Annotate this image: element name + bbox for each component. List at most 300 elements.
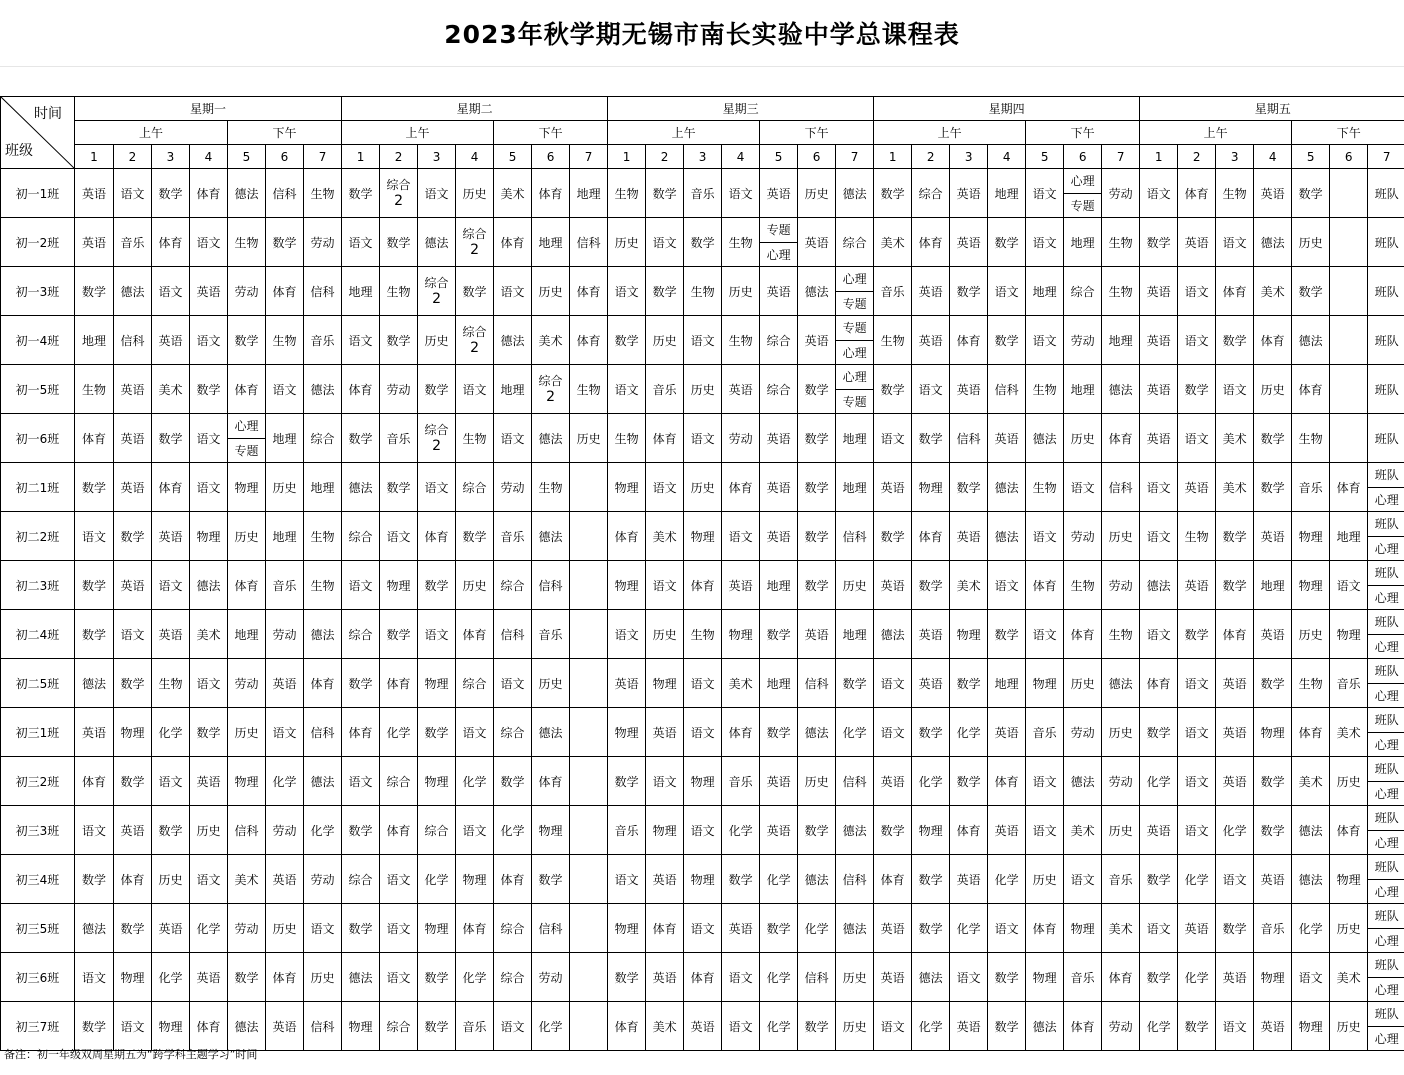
lesson-cell: 数学 — [798, 463, 836, 512]
lesson-cell: 体育 — [152, 463, 190, 512]
lesson-cell: 德法 — [1254, 218, 1292, 267]
lesson-cell: 化学 — [722, 806, 760, 855]
lesson-cell: 信科 — [798, 953, 836, 1002]
lesson-cell: 班队 — [1368, 218, 1404, 267]
period-header: 6 — [1064, 145, 1102, 169]
lesson-cell: 德法 — [836, 169, 874, 218]
class-row — [1, 610, 1404, 659]
lesson-cell: 信科 — [266, 169, 304, 218]
lesson-cell: 德法 — [1292, 316, 1330, 365]
lesson-cell: 语文 — [190, 316, 228, 365]
lesson-cell: 化学 — [494, 806, 532, 855]
lesson-cell: 数学 — [418, 953, 456, 1002]
lesson-cell: 数学 — [418, 708, 456, 757]
lesson-cell: 综合 — [342, 512, 380, 561]
lesson-cell: 数学 — [608, 316, 646, 365]
lesson-cell: 语文 — [608, 855, 646, 904]
lesson-cell: 英语 — [266, 659, 304, 708]
lesson-cell: 历史 — [266, 463, 304, 512]
lesson-cell: 物理 — [1292, 512, 1330, 561]
lesson-cell: 体育 — [532, 757, 570, 806]
lesson-half: 心理 — [1368, 487, 1404, 512]
lesson-cell: 英语 — [760, 806, 798, 855]
lesson-cell: 数学 — [75, 855, 114, 904]
lesson-cell: 音乐 — [646, 365, 684, 414]
lesson-cell: 音乐 — [494, 512, 532, 561]
lesson-cell: 体育 — [228, 365, 266, 414]
lesson-cell: 物理 — [1026, 659, 1064, 708]
lesson-cell: 信科 — [570, 218, 608, 267]
lesson-cell: 体育 — [456, 904, 494, 953]
lesson-cell: 综合 — [304, 414, 342, 463]
lesson-cell: 数学 — [1254, 806, 1292, 855]
lesson-cell: 语文 — [684, 659, 722, 708]
lesson-cell — [570, 806, 608, 855]
lesson-cell: 数学 — [912, 414, 950, 463]
lesson-cell: 综合 2 — [456, 218, 494, 267]
lesson-cell: 数学 — [950, 757, 988, 806]
lesson-cell: 美术 — [1102, 904, 1140, 953]
lesson-cell: 英语 — [75, 708, 114, 757]
lesson-cell: 历史 — [1102, 708, 1140, 757]
lesson-half: 心理 — [842, 370, 867, 385]
lesson-cell: 数学 — [1254, 659, 1292, 708]
lesson-cell: 生物 — [684, 610, 722, 659]
lesson-half: 专题 — [836, 291, 873, 316]
lesson-cell: 班队 — [1368, 267, 1404, 316]
class-name: 初一4班 — [1, 316, 75, 365]
lesson-half: 班队 — [1374, 811, 1399, 826]
lesson-cell: 生物 — [608, 169, 646, 218]
period-header: 7 — [836, 145, 874, 169]
lesson-cell — [1368, 561, 1404, 610]
lesson-cell: 英语 — [1140, 414, 1178, 463]
lesson-cell: 英语 — [798, 316, 836, 365]
lesson-cell: 体育 — [304, 659, 342, 708]
lesson-cell: 数学 — [152, 414, 190, 463]
lesson-cell: 地理 — [342, 267, 380, 316]
lesson-cell: 英语 — [988, 414, 1026, 463]
lesson-cell — [570, 855, 608, 904]
lesson-cell: 体育 — [950, 316, 988, 365]
class-name: 初三4班 — [1, 855, 75, 904]
lesson-cell: 班队 — [1368, 414, 1404, 463]
lesson-cell: 地理 — [494, 365, 532, 414]
lesson-cell: 数学 — [456, 512, 494, 561]
lesson-cell — [1368, 757, 1404, 806]
lesson-cell: 数学 — [494, 757, 532, 806]
lesson-cell: 德法 — [988, 463, 1026, 512]
lesson-cell: 语文 — [190, 659, 228, 708]
period-header: 6 — [798, 145, 836, 169]
lesson-cell: 体育 — [1102, 953, 1140, 1002]
lesson-cell: 历史 — [1254, 365, 1292, 414]
am-header: 上午 — [1140, 121, 1292, 145]
lesson-cell: 美术 — [1254, 267, 1292, 316]
lesson-cell: 数学 — [836, 659, 874, 708]
lesson-cell: 体育 — [266, 953, 304, 1002]
class-name: 初三6班 — [1, 953, 75, 1002]
period-header: 1 — [75, 145, 114, 169]
lesson-cell: 语文 — [190, 855, 228, 904]
lesson-cell: 数学 — [1292, 169, 1330, 218]
lesson-cell: 德法 — [1292, 806, 1330, 855]
lesson-cell: 历史 — [646, 316, 684, 365]
period-header: 6 — [532, 145, 570, 169]
lesson-cell — [760, 218, 798, 267]
lesson-cell: 音乐 — [684, 169, 722, 218]
lesson-cell: 历史 — [532, 267, 570, 316]
lesson-cell: 数学 — [798, 806, 836, 855]
lesson-cell: 劳动 — [1064, 708, 1102, 757]
period-header: 1 — [874, 145, 912, 169]
lesson-cell: 体育 — [1216, 267, 1254, 316]
class-row — [1, 708, 1404, 757]
lesson-cell: 历史 — [1026, 855, 1064, 904]
lesson-cell: 语文 — [494, 659, 532, 708]
lesson-cell: 物理 — [912, 463, 950, 512]
lesson-cell: 语文 — [304, 904, 342, 953]
lesson-cell: 体育 — [380, 806, 418, 855]
class-row — [1, 659, 1404, 708]
lesson-cell: 信科 — [950, 414, 988, 463]
lesson-cell: 数学 — [684, 218, 722, 267]
lesson-cell — [1368, 512, 1404, 561]
lesson-cell: 化学 — [266, 757, 304, 806]
lesson-cell: 语文 — [380, 512, 418, 561]
lesson-cell: 劳动 — [1102, 757, 1140, 806]
lesson-cell: 语文 — [722, 953, 760, 1002]
schedule-table — [0, 96, 1404, 1051]
lesson-cell: 德法 — [228, 169, 266, 218]
lesson-half: 心理 — [1368, 1026, 1404, 1051]
lesson-cell: 物理 — [418, 659, 456, 708]
lesson-cell: 语文 — [684, 414, 722, 463]
lesson-cell — [570, 953, 608, 1002]
lesson-cell — [1330, 218, 1368, 267]
lesson-cell: 历史 — [418, 316, 456, 365]
lesson-cell: 美术 — [1216, 414, 1254, 463]
lesson-cell: 数学 — [760, 708, 798, 757]
lesson-cell: 生物 — [1292, 414, 1330, 463]
lesson-cell: 地理 — [1330, 512, 1368, 561]
lesson-cell: 体育 — [1330, 463, 1368, 512]
lesson-half: 班队 — [1374, 566, 1399, 581]
lesson-cell: 美术 — [646, 512, 684, 561]
lesson-cell: 信科 — [228, 806, 266, 855]
lesson-cell: 物理 — [532, 806, 570, 855]
lesson-cell: 地理 — [1064, 365, 1102, 414]
lesson-cell: 语文 — [874, 708, 912, 757]
lesson-cell: 语文 — [114, 610, 152, 659]
lesson-cell: 劳动 — [532, 953, 570, 1002]
lesson-cell: 地理 — [836, 414, 874, 463]
lesson-half: 班队 — [1374, 615, 1399, 630]
lesson-cell: 英语 — [1178, 463, 1216, 512]
lesson-cell — [1368, 953, 1404, 1002]
lesson-cell: 语文 — [342, 218, 380, 267]
day-header: 星期四 — [874, 97, 1140, 121]
lesson-cell: 德法 — [1292, 855, 1330, 904]
lesson-cell — [570, 561, 608, 610]
lesson-cell: 数学 — [1140, 218, 1178, 267]
lesson-cell: 化学 — [1140, 757, 1178, 806]
lesson-cell — [570, 610, 608, 659]
day-header: 星期一 — [75, 97, 342, 121]
lesson-cell: 英语 — [152, 512, 190, 561]
lesson-cell: 数学 — [988, 316, 1026, 365]
lesson-cell: 体育 — [1292, 708, 1330, 757]
lesson-cell: 综合 2 — [532, 365, 570, 414]
lesson-cell: 德法 — [75, 904, 114, 953]
lesson-cell: 语文 — [342, 561, 380, 610]
lesson-cell: 数学 — [874, 365, 912, 414]
lesson-half: 专题 — [1064, 193, 1101, 218]
pm-header: 下午 — [760, 121, 874, 145]
lesson-cell: 数学 — [950, 267, 988, 316]
lesson-cell: 英语 — [1140, 267, 1178, 316]
am-header: 上午 — [874, 121, 1026, 145]
lesson-cell — [1368, 463, 1404, 512]
lesson-half: 心理 — [760, 242, 797, 267]
lesson-cell: 德法 — [798, 855, 836, 904]
lesson-cell: 物理 — [114, 708, 152, 757]
lesson-cell: 地理 — [1026, 267, 1064, 316]
lesson-cell — [570, 904, 608, 953]
lesson-cell: 数学 — [114, 757, 152, 806]
lesson-cell: 语文 — [266, 365, 304, 414]
lesson-cell: 体育 — [570, 316, 608, 365]
lesson-cell: 信科 — [836, 855, 874, 904]
lesson-cell: 语文 — [722, 512, 760, 561]
lesson-cell: 数学 — [988, 953, 1026, 1002]
lesson-cell: 音乐 — [380, 414, 418, 463]
lesson-cell: 化学 — [988, 855, 1026, 904]
period-header: 7 — [1102, 145, 1140, 169]
lesson-cell: 信科 — [304, 267, 342, 316]
lesson-cell: 综合 — [760, 365, 798, 414]
lesson-cell: 德法 — [342, 953, 380, 1002]
lesson-cell: 音乐 — [1254, 904, 1292, 953]
corner-cell — [1, 97, 75, 169]
lesson-cell: 语文 — [456, 806, 494, 855]
lesson-cell: 体育 — [722, 708, 760, 757]
lesson-cell: 英语 — [874, 757, 912, 806]
lesson-cell: 物理 — [1254, 953, 1292, 1002]
lesson-cell: 音乐 — [456, 1002, 494, 1051]
lesson-cell: 数学 — [798, 561, 836, 610]
lesson-cell — [228, 414, 266, 463]
lesson-cell: 语文 — [1178, 659, 1216, 708]
lesson-cell: 数学 — [608, 953, 646, 1002]
lesson-cell: 物理 — [456, 855, 494, 904]
lesson-cell: 地理 — [266, 414, 304, 463]
lesson-cell: 数学 — [798, 512, 836, 561]
period-header: 1 — [342, 145, 380, 169]
lesson-cell: 英语 — [646, 855, 684, 904]
lesson-cell: 英语 — [760, 512, 798, 561]
lesson-cell: 数学 — [760, 610, 798, 659]
period-header: 5 — [228, 145, 266, 169]
period-header: 3 — [1216, 145, 1254, 169]
time-label: 时间 — [34, 106, 62, 122]
lesson-cell: 数学 — [114, 904, 152, 953]
lesson-cell: 语文 — [266, 708, 304, 757]
pm-header: 下午 — [494, 121, 608, 145]
lesson-cell: 数学 — [418, 561, 456, 610]
lesson-cell: 德法 — [532, 708, 570, 757]
lesson-cell: 化学 — [1140, 1002, 1178, 1051]
period-header: 3 — [950, 145, 988, 169]
lesson-cell: 数学 — [114, 512, 152, 561]
lesson-cell: 德法 — [342, 463, 380, 512]
period-header: 4 — [456, 145, 494, 169]
class-row — [1, 365, 1404, 414]
lesson-cell: 劳动 — [304, 855, 342, 904]
lesson-cell: 音乐 — [608, 806, 646, 855]
lesson-cell: 物理 — [1064, 904, 1102, 953]
lesson-cell: 英语 — [75, 218, 114, 267]
lesson-cell: 英语 — [190, 757, 228, 806]
lesson-cell: 劳动 — [380, 365, 418, 414]
lesson-cell: 物理 — [684, 757, 722, 806]
lesson-cell: 音乐 — [1330, 659, 1368, 708]
lesson-cell: 地理 — [988, 659, 1026, 708]
lesson-cell: 物理 — [1292, 1002, 1330, 1051]
lesson-cell: 历史 — [684, 463, 722, 512]
lesson-cell: 语文 — [646, 218, 684, 267]
lesson-cell: 英语 — [114, 561, 152, 610]
lesson-cell: 物理 — [646, 806, 684, 855]
lesson-cell: 体育 — [874, 855, 912, 904]
lesson-cell: 体育 — [608, 512, 646, 561]
lesson-cell: 化学 — [950, 904, 988, 953]
lesson-cell: 地理 — [988, 169, 1026, 218]
period-header: 7 — [304, 145, 342, 169]
lesson-cell: 生物 — [152, 659, 190, 708]
lesson-cell: 生物 — [608, 414, 646, 463]
lesson-cell: 历史 — [646, 610, 684, 659]
lesson-cell: 体育 — [342, 365, 380, 414]
lesson-cell: 语文 — [684, 806, 722, 855]
class-name: 初三1班 — [1, 708, 75, 757]
lesson-cell: 音乐 — [1026, 708, 1064, 757]
lesson-cell: 德法 — [494, 316, 532, 365]
lesson-cell: 化学 — [304, 806, 342, 855]
lesson-cell: 数学 — [75, 1002, 114, 1051]
lesson-cell: 英语 — [760, 757, 798, 806]
lesson-cell: 语文 — [342, 316, 380, 365]
lesson-half: 心理 — [842, 272, 867, 287]
lesson-cell: 英语 — [912, 316, 950, 365]
lesson-cell: 生物 — [304, 512, 342, 561]
lesson-cell: 生物 — [1102, 267, 1140, 316]
lesson-cell: 数学 — [1254, 414, 1292, 463]
lesson-cell: 物理 — [380, 561, 418, 610]
lesson-cell: 化学 — [456, 953, 494, 1002]
lesson-cell — [836, 267, 874, 316]
class-name: 初三3班 — [1, 806, 75, 855]
lesson-cell: 英语 — [760, 169, 798, 218]
lesson-cell: 数学 — [912, 708, 950, 757]
lesson-cell: 英语 — [1216, 757, 1254, 806]
lesson-cell: 语文 — [1292, 953, 1330, 1002]
lesson-cell: 语文 — [152, 561, 190, 610]
lesson-cell: 英语 — [1140, 316, 1178, 365]
lesson-cell: 化学 — [1178, 953, 1216, 1002]
lesson-cell: 体育 — [532, 169, 570, 218]
lesson-cell: 信科 — [532, 904, 570, 953]
period-header: 3 — [684, 145, 722, 169]
lesson-cell: 信科 — [494, 610, 532, 659]
lesson-cell: 语文 — [646, 757, 684, 806]
lesson-cell: 综合 — [456, 463, 494, 512]
lesson-cell: 语文 — [1178, 414, 1216, 463]
lesson-cell: 语文 — [342, 757, 380, 806]
lesson-cell: 物理 — [1292, 561, 1330, 610]
lesson-cell: 音乐 — [532, 610, 570, 659]
lesson-cell: 体育 — [114, 855, 152, 904]
lesson-cell: 数学 — [342, 169, 380, 218]
class-label: 班级 — [5, 143, 33, 159]
lesson-cell: 物理 — [608, 561, 646, 610]
lesson-cell: 数学 — [912, 904, 950, 953]
class-row — [1, 561, 1404, 610]
lesson-cell: 数学 — [874, 512, 912, 561]
lesson-cell: 数学 — [266, 218, 304, 267]
lesson-cell: 信科 — [304, 1002, 342, 1051]
lesson-half: 班队 — [1374, 909, 1399, 924]
lesson-cell: 语文 — [1216, 1002, 1254, 1051]
lesson-cell: 数学 — [1292, 267, 1330, 316]
period-header: 5 — [1292, 145, 1330, 169]
lesson-cell: 数学 — [342, 904, 380, 953]
lesson-cell: 历史 — [532, 659, 570, 708]
lesson-cell: 生物 — [456, 414, 494, 463]
lesson-cell: 语文 — [494, 267, 532, 316]
lesson-cell: 德法 — [912, 953, 950, 1002]
lesson-cell: 语文 — [1140, 463, 1178, 512]
lesson-cell: 数学 — [1216, 512, 1254, 561]
lesson-cell: 生物 — [266, 316, 304, 365]
lesson-half: 心理 — [1368, 977, 1404, 1002]
class-row — [1, 953, 1404, 1002]
lesson-cell: 英语 — [950, 512, 988, 561]
lesson-cell: 数学 — [532, 855, 570, 904]
lesson-cell: 综合 2 — [380, 169, 418, 218]
lesson-cell — [1330, 267, 1368, 316]
lesson-cell: 数学 — [1140, 855, 1178, 904]
lesson-cell: 体育 — [380, 659, 418, 708]
lesson-cell: 物理 — [228, 463, 266, 512]
lesson-half: 心理 — [1368, 879, 1404, 904]
lesson-cell: 语文 — [1140, 904, 1178, 953]
lesson-cell: 语文 — [608, 267, 646, 316]
class-name: 初三2班 — [1, 757, 75, 806]
lesson-cell: 体育 — [1178, 169, 1216, 218]
lesson-cell: 体育 — [722, 463, 760, 512]
lesson-cell: 英语 — [152, 904, 190, 953]
lesson-cell: 班队 — [1368, 316, 1404, 365]
lesson-cell: 语文 — [1064, 463, 1102, 512]
lesson-cell: 数学 — [228, 953, 266, 1002]
lesson-cell: 数学 — [1140, 953, 1178, 1002]
lesson-cell: 语文 — [1178, 267, 1216, 316]
lesson-cell: 综合 2 — [456, 316, 494, 365]
lesson-cell: 英语 — [1216, 659, 1254, 708]
lesson-cell: 生物 — [722, 316, 760, 365]
period-header: 5 — [760, 145, 798, 169]
